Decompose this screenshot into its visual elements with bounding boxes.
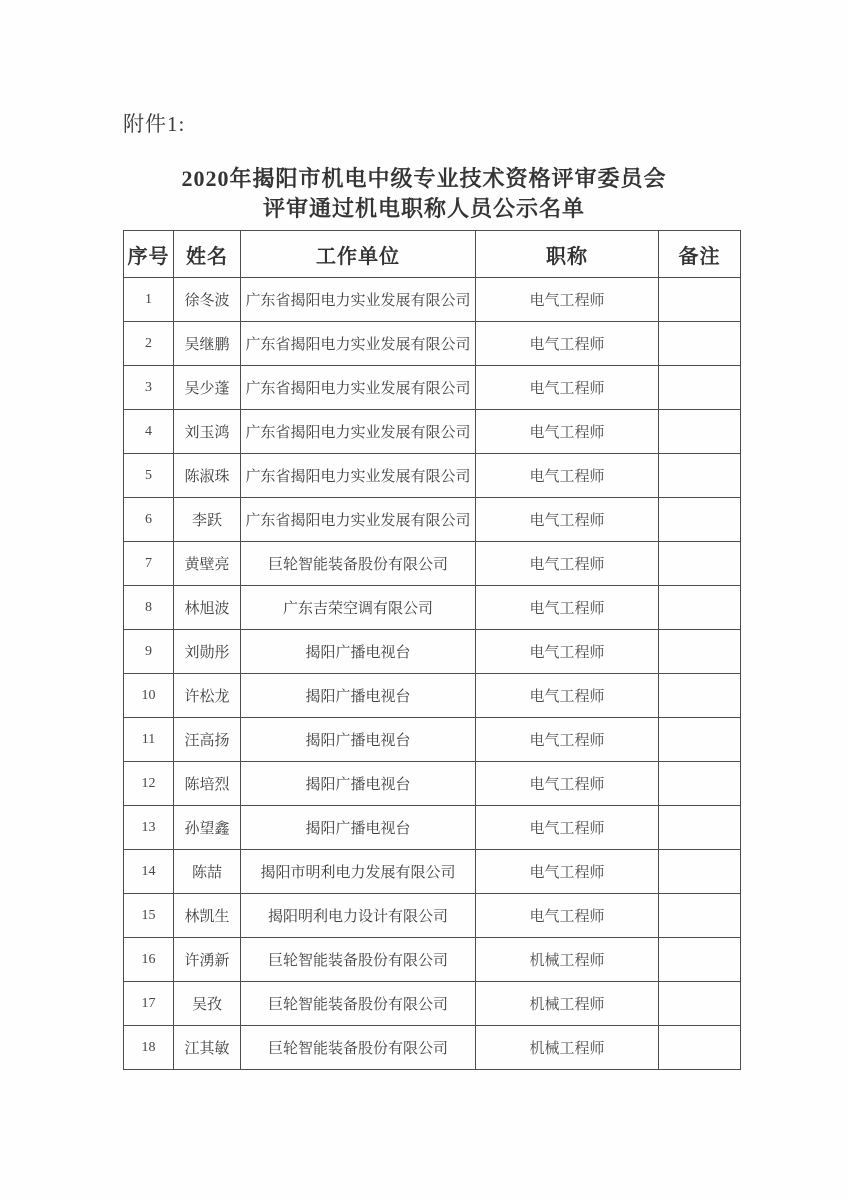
table-row xyxy=(124,322,741,366)
cell-serial-number: 10 xyxy=(124,674,174,718)
table-row xyxy=(124,850,741,894)
cell-serial-number: 15 xyxy=(124,894,174,938)
cell-work-unit: 巨轮智能装备股份有限公司 xyxy=(241,1026,476,1070)
cell-work-unit: 揭阳明利电力设计有限公司 xyxy=(241,894,476,938)
header-cell-title: 职称 xyxy=(476,231,659,278)
table-body xyxy=(124,278,741,1070)
cell-person-name: 陈淑珠 xyxy=(174,454,241,498)
cell-job-title: 电气工程师 xyxy=(476,894,659,938)
cell-serial-number: 16 xyxy=(124,938,174,982)
cell-person-name: 吴少蓬 xyxy=(174,366,241,410)
cell-serial-number: 9 xyxy=(124,630,174,674)
table-row xyxy=(124,586,741,630)
cell-remark xyxy=(659,278,741,322)
cell-work-unit: 广东省揭阳电力实业发展有限公司 xyxy=(241,322,476,366)
cell-serial-number: 6 xyxy=(124,498,174,542)
cell-serial-number: 3 xyxy=(124,366,174,410)
table-row xyxy=(124,674,741,718)
cell-person-name: 黄壁亮 xyxy=(174,542,241,586)
cell-serial-number: 12 xyxy=(124,762,174,806)
table-row xyxy=(124,718,741,762)
cell-serial-number: 17 xyxy=(124,982,174,1026)
cell-work-unit: 广东省揭阳电力实业发展有限公司 xyxy=(241,498,476,542)
cell-job-title: 电气工程师 xyxy=(476,498,659,542)
cell-job-title: 电气工程师 xyxy=(476,410,659,454)
cell-work-unit: 广东省揭阳电力实业发展有限公司 xyxy=(241,454,476,498)
cell-job-title: 电气工程师 xyxy=(476,542,659,586)
header-cell-name: 姓名 xyxy=(174,231,241,278)
cell-person-name: 许湧新 xyxy=(174,938,241,982)
cell-job-title: 电气工程师 xyxy=(476,278,659,322)
header-cell-remark: 备注 xyxy=(659,231,741,278)
cell-remark xyxy=(659,806,741,850)
cell-job-title: 电气工程师 xyxy=(476,762,659,806)
table-row xyxy=(124,498,741,542)
cell-job-title: 电气工程师 xyxy=(476,850,659,894)
document-title-line1: 2020年揭阳市机电中级专业技术资格评审委员会 xyxy=(181,166,667,191)
cell-person-name: 吴继鹏 xyxy=(174,322,241,366)
cell-serial-number: 18 xyxy=(124,1026,174,1070)
cell-job-title: 电气工程师 xyxy=(476,806,659,850)
document-title-line2: 评审通过机电职称人员公示名单 xyxy=(262,196,585,221)
header-cell-no: 序号 xyxy=(124,231,174,278)
cell-remark xyxy=(659,454,741,498)
cell-serial-number: 8 xyxy=(124,586,174,630)
table-row xyxy=(124,982,741,1026)
cell-serial-number: 7 xyxy=(124,542,174,586)
cell-work-unit: 巨轮智能装备股份有限公司 xyxy=(241,542,476,586)
cell-work-unit: 揭阳广播电视台 xyxy=(241,630,476,674)
cell-work-unit: 广东省揭阳电力实业发展有限公司 xyxy=(241,278,476,322)
cell-remark xyxy=(659,894,741,938)
cell-person-name: 汪高扬 xyxy=(174,718,241,762)
cell-person-name: 徐冬波 xyxy=(174,278,241,322)
cell-job-title: 电气工程师 xyxy=(476,586,659,630)
cell-job-title: 机械工程师 xyxy=(476,1026,659,1070)
cell-remark xyxy=(659,586,741,630)
cell-remark xyxy=(659,542,741,586)
cell-remark xyxy=(659,674,741,718)
cell-work-unit: 巨轮智能装备股份有限公司 xyxy=(241,938,476,982)
table-row xyxy=(124,454,741,498)
cell-remark xyxy=(659,410,741,454)
cell-work-unit: 揭阳广播电视台 xyxy=(241,762,476,806)
cell-job-title: 电气工程师 xyxy=(476,630,659,674)
cell-work-unit: 揭阳市明利电力发展有限公司 xyxy=(241,850,476,894)
table-row xyxy=(124,630,741,674)
table-row xyxy=(124,806,741,850)
cell-person-name: 吴孜 xyxy=(174,982,241,1026)
cell-serial-number: 5 xyxy=(124,454,174,498)
cell-work-unit: 揭阳广播电视台 xyxy=(241,674,476,718)
table-row xyxy=(124,894,741,938)
cell-job-title: 机械工程师 xyxy=(476,938,659,982)
cell-job-title: 电气工程师 xyxy=(476,454,659,498)
cell-serial-number: 13 xyxy=(124,806,174,850)
cell-serial-number: 4 xyxy=(124,410,174,454)
cell-person-name: 陈培烈 xyxy=(174,762,241,806)
cell-job-title: 电气工程师 xyxy=(476,322,659,366)
cell-person-name: 刘勋彤 xyxy=(174,630,241,674)
cell-work-unit: 广东省揭阳电力实业发展有限公司 xyxy=(241,410,476,454)
cell-serial-number: 1 xyxy=(124,278,174,322)
table-row xyxy=(124,542,741,586)
cell-remark xyxy=(659,366,741,410)
cell-work-unit: 揭阳广播电视台 xyxy=(241,806,476,850)
cell-job-title: 电气工程师 xyxy=(476,366,659,410)
cell-person-name: 李跃 xyxy=(174,498,241,542)
cell-job-title: 电气工程师 xyxy=(476,718,659,762)
cell-job-title: 机械工程师 xyxy=(476,982,659,1026)
cell-remark xyxy=(659,982,741,1026)
cell-work-unit: 广东省揭阳电力实业发展有限公司 xyxy=(241,366,476,410)
table-row xyxy=(124,1026,741,1070)
cell-person-name: 江其敏 xyxy=(174,1026,241,1070)
attachment-label: 附件1: xyxy=(123,112,186,136)
cell-remark xyxy=(659,322,741,366)
cell-serial-number: 11 xyxy=(124,718,174,762)
document-title xyxy=(0,164,848,224)
cell-person-name: 林旭波 xyxy=(174,586,241,630)
cell-remark xyxy=(659,850,741,894)
cell-remark xyxy=(659,498,741,542)
roster-table xyxy=(123,230,741,1070)
cell-job-title: 电气工程师 xyxy=(476,674,659,718)
cell-work-unit: 揭阳广播电视台 xyxy=(241,718,476,762)
cell-remark xyxy=(659,1026,741,1070)
table-row xyxy=(124,938,741,982)
cell-remark xyxy=(659,938,741,982)
cell-remark xyxy=(659,718,741,762)
cell-person-name: 许松龙 xyxy=(174,674,241,718)
cell-remark xyxy=(659,630,741,674)
cell-person-name: 孙望鑫 xyxy=(174,806,241,850)
cell-serial-number: 2 xyxy=(124,322,174,366)
cell-remark xyxy=(659,762,741,806)
table-row xyxy=(124,410,741,454)
table-header-row xyxy=(124,231,741,278)
table-row xyxy=(124,278,741,322)
cell-person-name: 陈喆 xyxy=(174,850,241,894)
cell-person-name: 刘玉鸿 xyxy=(174,410,241,454)
header-cell-unit: 工作单位 xyxy=(241,231,476,278)
cell-work-unit: 巨轮智能装备股份有限公司 xyxy=(241,982,476,1026)
table-row xyxy=(124,762,741,806)
cell-person-name: 林凯生 xyxy=(174,894,241,938)
cell-serial-number: 14 xyxy=(124,850,174,894)
table-row xyxy=(124,366,741,410)
cell-work-unit: 广东吉荣空调有限公司 xyxy=(241,586,476,630)
